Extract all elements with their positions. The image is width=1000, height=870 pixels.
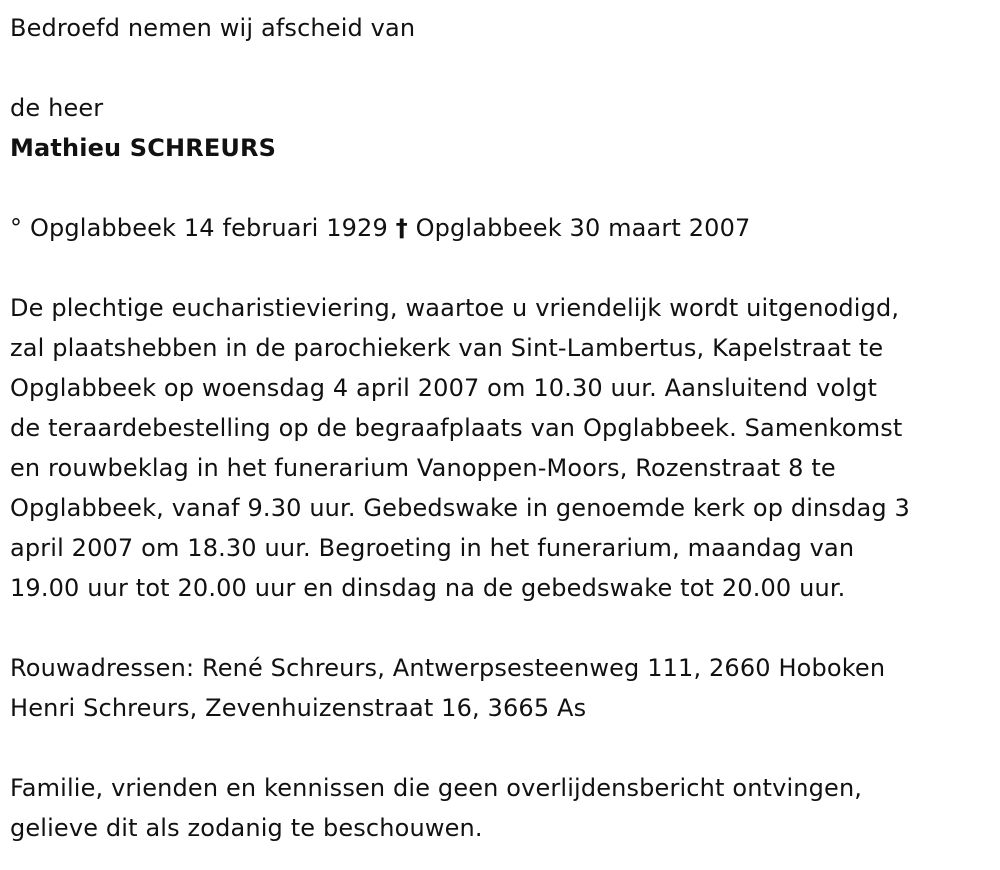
intro-text: Bedroefd nemen wij afscheid van [10,14,416,42]
paragraph-line: 19.00 uur tot 20.00 uur en dinsdag na de gebedswake tot 20.00 uur. [10,574,846,602]
cross-icon: † [395,214,408,242]
paragraph-line: Opglabbeek op woensdag 4 april 2007 om 10.30 uur. Aansluitend volgt [10,374,878,402]
death-date: Opglabbeek 30 maart 2007 [415,214,751,242]
spacer [10,248,990,288]
paragraph-line: Henri Schreurs, Zevenhuizenstraat 16, 3665 As [10,694,587,722]
spacer [10,608,990,648]
paragraph-line: de teraardebestelling op de begraafplaats van Opglabbeek. Samenkomst [10,414,903,442]
spacer [10,168,990,208]
paragraph-line: Opglabbeek, vanaf 9.30 uur. Gebedswake in genoemde kerk op dinsdag 3 [10,494,910,522]
paragraph-line: april 2007 om 18.30 uur. Begroeting in het funerarium, maandag van [10,534,855,562]
title-prefix: de heer [10,94,104,122]
paragraph-line: Rouwadressen: René Schreurs, Antwerpsesteenweg 111, 2660 Hoboken [10,654,886,682]
spacer [10,728,990,768]
ceremony-paragraph [10,288,990,608]
paragraph-line: gelieve dit als zodanig te beschouwen. [10,814,483,842]
paragraph-line: Familie, vrienden en kennissen die geen overlijdensbericht ontvingen, [10,774,863,802]
paragraph-line: De plechtige eucharistieviering, waartoe u vriendelijk wordt uitgenodigd, [10,294,900,322]
paragraph-line: zal plaatshebben in de parochiekerk van Sint-Lambertus, Kapelstraat te [10,334,884,362]
paragraph-line: en rouwbeklag in het funerarium Vanoppen-Moors, Rozenstraat 8 te [10,454,836,482]
addresses-paragraph [10,648,990,728]
birth-symbol: ° [10,214,23,242]
deceased-name: Mathieu SCHREURS [10,134,277,162]
closing-paragraph [10,768,990,848]
dates-line [10,208,990,248]
birth-date: Opglabbeek 14 februari 1929 [29,214,388,242]
spacer [10,48,990,88]
